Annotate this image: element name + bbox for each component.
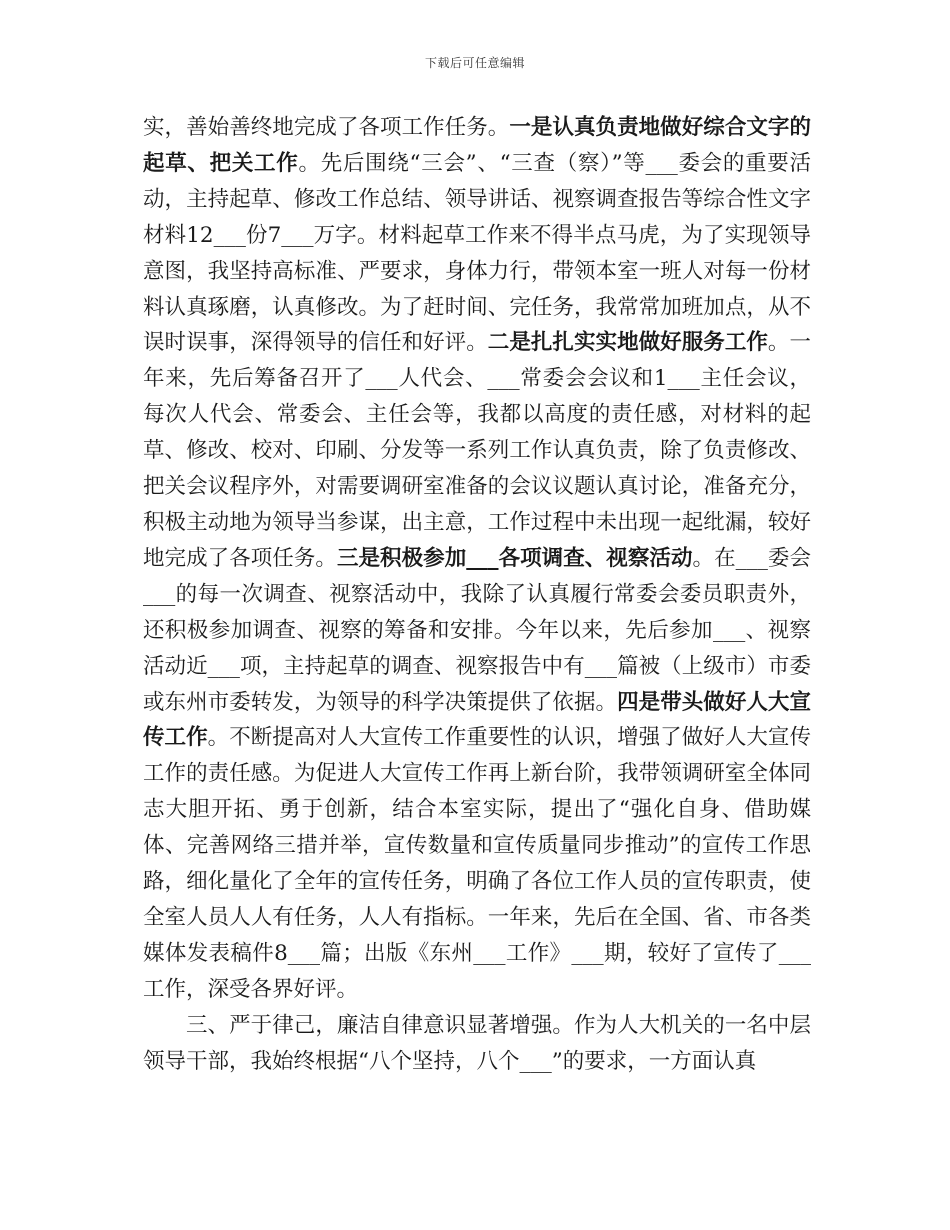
paragraph-work-tasks: [143, 110, 811, 1008]
paragraph-self-discipline: [143, 1008, 811, 1080]
text-run: 实，善始善终地完成了各项工作任务。: [143, 115, 510, 140]
bold-heading-2: 二是扎扎实实地做好服务工作: [487, 330, 768, 356]
bold-heading-4: 四是带头做好人大宣传工作: [143, 689, 811, 751]
text-run: 。在___委会___的每一次调查、视察活动中，我除了认真履行常委会委员职责外，还积极参加调查、视察的筹备和安排。今年以来，先后参加___、视察活动近___项，主持起草的调查、视察报告中有___篇被（上级市）市委或东州市委转发，为领导的科学决策提供了依据。: [143, 545, 811, 715]
bold-heading-1: 一是认真负责地做好综合文字的起草、把关工作: [143, 115, 811, 176]
bold-heading-3: 三是积极参加___各项调查、视察活动: [336, 545, 693, 571]
text-run: 。先后围绕“三会”、“三查（察）”等___委会的重要活动，主持起草、修改工作总结、领导讲话、视察调查报告等综合性文字材料12___份7___万字。材料起草工作来不得半点马虎，为了实现领导意图，我坚持高标准、严要求，身体力行，带领本室一班人对每一份材料认真琢磨，认真修改。为了赶时间、完任务，我常常加班加点，从不误时误事，深得领导的信任和好评。: [143, 150, 811, 356]
text-run: 。不断提高对人大宣传工作重要性的认识，增强了做好人大宣传工作的责任感。为促进人大宣传工作再上新台阶，我带领调研室全体同志大胆开拓、勇于创新，结合本室实际，提出了“强化自身、借助媒体、完善网络三措并举，宣传数量和宣传质量同步推动”的宣传工作思路，细化量化了全年的宣传任务，明确了各位工作人员的宣传职责，使全室人员人人有任务，人人有指标。一年来，先后在全国、省、市各类媒体发表稿件8___篇；出版《东州___工作》___期，较好了宣传了___工作，深受各界好评。: [143, 725, 811, 1002]
text-run: 三、严于律己，廉洁自律意识显著增强。作为人大机关的一名中层领导干部，我始终根据“八个坚持，八个___”的要求，一方面认真: [143, 1012, 811, 1074]
page-header: 下载后可任意编辑: [424, 56, 525, 70]
text-run: 。一年来，先后筹备召开了___人代会、___常委会会议和1___主任会议，每次人代会、常委会、主任会等，我都以高度的责任感，对材料的起草、修改、校对、印刷、分发等一系列工作认真负责，除了负责修改、把关会议程序外，对需要调研室准备的会议议题认真讨论，准备充分，积极主动地为领导当参谋，出主意，工作过程中未出现一起纰漏，较好地完成了各项任务。: [143, 330, 811, 571]
document-body: [143, 110, 811, 1079]
